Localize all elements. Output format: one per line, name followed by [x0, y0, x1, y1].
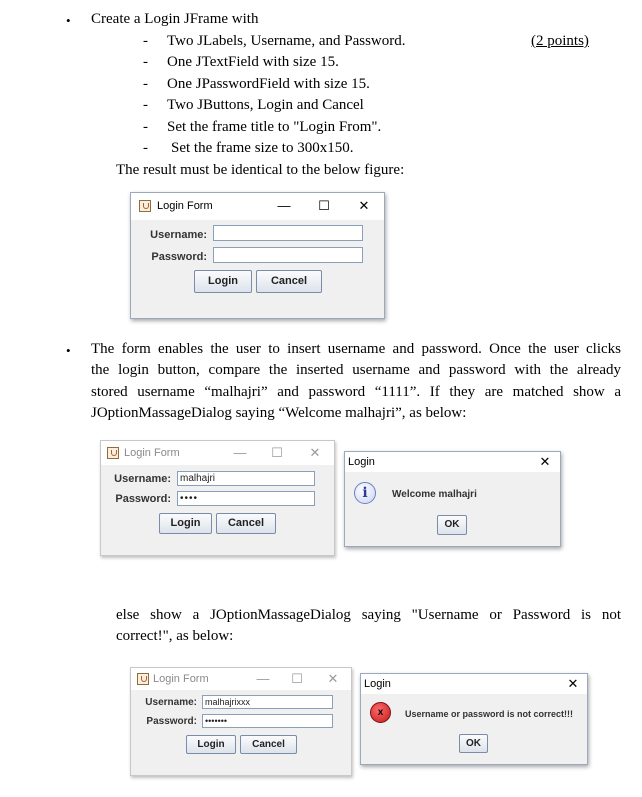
list-item: One JTextField with size 15.: [167, 54, 339, 70]
section2-line: stored username “malhajri” and password “1111”. If they are matched show a: [91, 384, 621, 400]
section3-line: correct!", as below:: [116, 628, 234, 644]
login-form-window: [130, 667, 352, 776]
list-item: Set the frame size to 300x150.: [171, 140, 354, 156]
login-button[interactable]: Login: [194, 270, 252, 293]
bullet-1: •: [66, 13, 71, 28]
close-icon[interactable]: ✕: [539, 454, 551, 469]
password-field[interactable]: •••••••: [202, 714, 333, 728]
cancel-button[interactable]: Cancel: [256, 270, 322, 293]
minimize-icon[interactable]: —: [233, 445, 247, 460]
bullet-2: •: [66, 343, 71, 358]
login-form-window: [100, 440, 335, 556]
java-app-icon: [139, 200, 151, 212]
password-field[interactable]: [213, 247, 363, 263]
minimize-icon[interactable]: —: [277, 198, 291, 213]
section1-intro: Create a Login JFrame with: [91, 11, 259, 27]
dash: -: [143, 76, 148, 92]
password-label: Password:: [151, 251, 207, 263]
dialog-title-bar: [361, 674, 587, 694]
username-label: Username:: [150, 229, 207, 241]
title-bar: [101, 441, 334, 465]
password-label: Password:: [146, 716, 197, 727]
maximize-icon[interactable]: ☐: [291, 671, 303, 686]
username-field[interactable]: malhajrixxx: [202, 695, 333, 709]
list-item: Two JButtons, Login and Cancel: [167, 97, 364, 113]
password-field[interactable]: ••••: [177, 491, 315, 506]
window-title: Login Form: [153, 673, 209, 685]
ok-button[interactable]: OK: [459, 734, 488, 753]
login-button[interactable]: Login: [186, 735, 236, 754]
password-label: Password:: [115, 493, 171, 505]
list-item: Set the frame title to "Login From".: [167, 119, 382, 135]
cancel-button[interactable]: Cancel: [216, 513, 276, 534]
section2-line: the login button, compare the inserted username and password with the already: [91, 362, 621, 378]
login-form-window: [130, 192, 385, 319]
cancel-button[interactable]: Cancel: [240, 735, 297, 754]
title-bar: [131, 668, 351, 690]
login-button[interactable]: Login: [159, 513, 212, 534]
result-line: The result must be identical to the below figure:: [116, 162, 405, 178]
list-item: One JPasswordField with size 15.: [167, 76, 370, 92]
dash: -: [143, 119, 148, 135]
username-label: Username:: [114, 473, 171, 485]
dash: -: [143, 97, 148, 113]
message-dialog: [344, 451, 561, 547]
error-icon: x: [370, 702, 391, 723]
dialog-title: Login: [348, 456, 375, 468]
close-icon[interactable]: ✕: [358, 198, 370, 213]
java-app-icon: [137, 673, 149, 685]
java-app-icon: [107, 447, 119, 459]
close-icon[interactable]: ✕: [567, 676, 579, 691]
dialog-message: Username or password is not correct!!!: [405, 709, 574, 719]
close-icon[interactable]: ✕: [309, 445, 321, 460]
username-label: Username:: [145, 697, 197, 708]
ok-button[interactable]: OK: [437, 515, 467, 535]
window-title: Login Form: [157, 200, 213, 212]
section2-line: The form enables the user to insert username and password. Once the user clicks: [91, 341, 621, 357]
list-item: Two JLabels, Username, and Password.: [167, 33, 406, 49]
close-icon[interactable]: ✕: [327, 671, 339, 686]
message-dialog: [360, 673, 588, 765]
maximize-icon[interactable]: ☐: [318, 198, 330, 213]
info-icon: i: [354, 482, 376, 504]
section2-line: JOptionMassageDialog saying “Welcome malhajri”, as below:: [91, 405, 467, 421]
points-label: (2 points): [531, 33, 589, 49]
username-field[interactable]: malhajri: [177, 471, 315, 486]
dash: -: [143, 54, 148, 70]
dialog-message: Welcome malhajri: [392, 489, 477, 500]
dialog-title: Login: [364, 678, 391, 690]
maximize-icon[interactable]: ☐: [271, 445, 283, 460]
dash: -: [143, 33, 148, 49]
username-field[interactable]: [213, 225, 363, 241]
section3-line: else show a JOptionMassageDialog saying "Username or Password is not: [116, 607, 621, 623]
dash: -: [143, 140, 148, 156]
dialog-title-bar: [345, 452, 560, 472]
title-bar: [131, 193, 384, 220]
window-title: Login Form: [124, 447, 180, 459]
minimize-icon[interactable]: —: [256, 671, 270, 686]
